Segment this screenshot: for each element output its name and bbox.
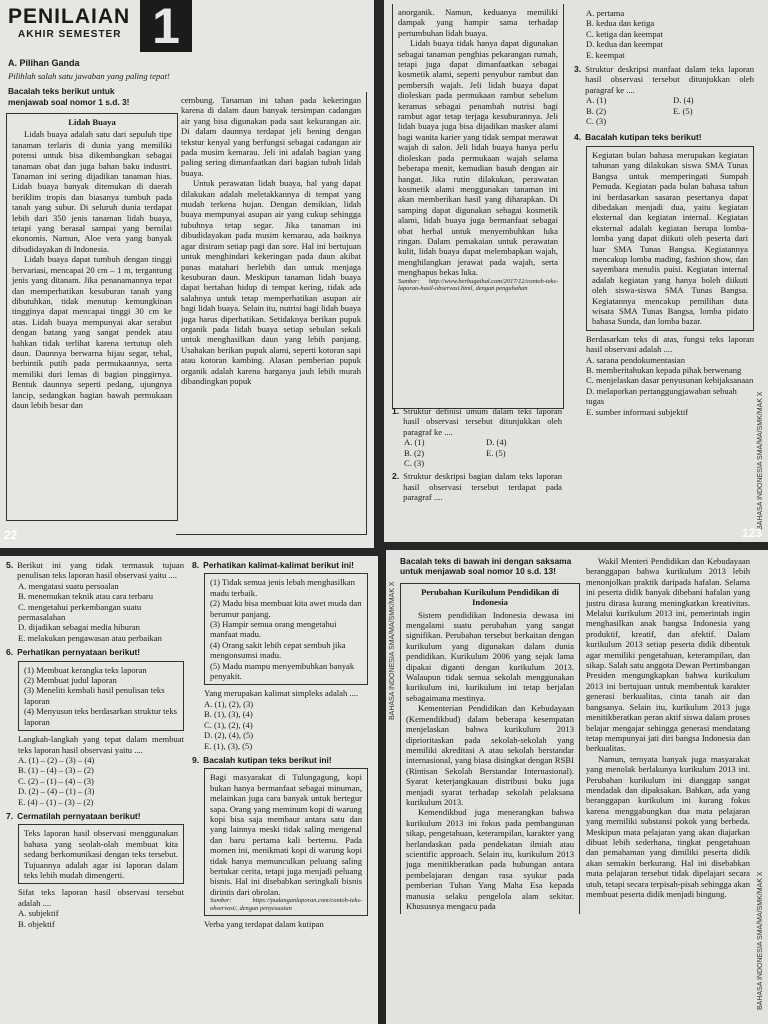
right-column: A. pertama B. kedua dan ketiga C. ketiga dan keempat D. kedua dan keempat E. keempat 3. Struktur deskripsi manfaat dalam teks laporan hasil observasi tersebut ditunjukkan oleh paragraf ke .... A. (1) D. (4) B. (2) E. (5) C. (3) 4. Bacalah kutipan teks berikut! Kegiatan bulan bahasa merupakan kegiatan tahunan yang dilakukan siswa SMA Tunas Bangsa untuk memperingati Sumpah Pemuda. Kegiatan pada bulan bahasa tahun ini berdasarkan sasaran pesertanya dapat dibedakan menjadi dua, yaitu kegiatan eksternal dan kegiatan internal. Kegiatan eksternal adalah kegiatan berupa lomba-lomba yang dapat diikuti oleh peserta dari luar SMA Tunas Bangsa. Kegiatannya mencakup lomba mading, fashion show, dan sayembara menulis puisi. Kegiatan internal adalah kegiatan yang hanya boleh diikuti oleh siswa-siswa SMA Tunas Bangsa. Kegiatannya mencakup pemilihan duta wisata SMA Tunas Bangsa, lomba pidato bahasa Sunda, dan lomba bazar. Berdasarkan teks di atas, fungsi teks laporan hasil observasi adalah .... A. sarana pendokumentasian B. memberitahukan kepada pihak berwenang C. menjelaskan dasar penyusunan kebijaksanaan D. melaporkan pertanggungjawaban sebuah tugas E. sumber informasi subjektif [574,8,754,417]
left-column [400,556,580,914]
q8-item: (4) Orang sakit lebih cepat sembuh jika mengonsumsi madu. [210,639,346,661]
question-2-text: Struktur deskripsi bagian dalam teks laporan hasil observasi tersebut terdapat pada paragraf .... [403,471,562,503]
q5-option[interactable]: B. menemukan teknik atau cara terbaru [18,591,154,602]
question-3-text: Struktur deskripsi manfaat dalam teks laporan hasil observasi tersebut ditunjukkan oleh paragraf ke .... [585,64,754,95]
read-instruction-2: untuk menjawab soal nomor 10 s.d. 13! [400,566,556,577]
q8-option[interactable]: D. (2), (4), (5) [204,730,254,741]
paragraph-4: Wakil Menteri Pendidikan dan Kebudayaan beranggapan bahwa kurikulum 2013 lebih menonjolkan praktik daripada hafalan. Selama ini peserta didik banyak dibebani hafalan yang justru dirasa kurang meningkatkan kreativitas. Melalui kurikulum 2013 ini, pemerintah ingin menghasilkan anak bangsa Indonesia yang produktif, kreatif, dan afektif. Dalam kurikulum 2013 setiap peserta didik dibentuk agar memiliki pengetahuan, keterampilan, dan sikap. Salah satu anggota Dewan Pertimbangan Presiden mengungkapkan bahwa kurikulum 2013 ini bertujuan untuk membentuk karakter generasi berkualitas, cinta tanah air dan bangsanya. Selain itu, kurikulum 2013 juga menitikberatkan peran aktif siswa dalam proses belajar mengajar sehingga generasi mendatang tetap mempunyai jati diri bangsa Indonesia dan berkualitas. [586,556,750,754]
q8-option[interactable]: C. (1), (2), (4) [204,719,253,730]
question-7-text: Sifat teks laporan hasil observasi tersebut adalah .... [18,887,184,908]
q2-option[interactable]: A. pertama [586,8,625,18]
question-9-heading: Bacalah kutipan teks berikut ini! [203,754,332,765]
question-1: 1. Struktur definisi umum dalam teks laporan hasil observasi tersebut ditunjukkan oleh paragraf ke .... A. (1) D. (4) B. (2) E. (5) C. (3) 2. Struktur deskripsi bagian dalam teks laporan hasil observasi tersebut terdapat pada paragraf .... [392,406,562,503]
page-bottom-left [0,556,378,1024]
source-note: Sumber: http://www.berbagaihal.com/2017/12/contoh-teks-laporan-hasil-observasi.html, dengan pengubahan [398,277,558,293]
question-6-text: Langkah-langkah yang tepat dalam membuat teks laporan hasil observasi yaitu .... [18,734,184,755]
q7-option[interactable]: A. subjektif [18,908,59,919]
q3-option[interactable]: A. (1) [586,95,607,106]
reading-box-cont [392,4,564,409]
q2-option[interactable]: D. kedua dan keempat [586,39,663,50]
q6-item: (4) Menyusun teks berdasarkan struktur teks laporan [24,706,177,727]
reading-box-left [400,583,580,915]
q3-option[interactable]: C. (3) [586,116,607,127]
question-7-box-text: Teks laporan hasil observasi menggunakan bahasa yang seolah-olah membuat kita sedang berkomunikasi dengan teks tersebut. Tujuannya adalah agar isi laporan dalam teks lebih mudah dimengerti. [24,828,178,880]
question-8-heading: Perhatikan kalimat-kalimat berikut ini! [203,560,354,570]
paragraph-2-cont: cembung. Tanaman ini tahan pada kekeringan karena di dalam daun banyak tersimpan cadangan air yang bisa digunakan pada saat kekurangan air. Di dalam daunnya terdapat jeli bening dengan tekstur kenyal yang berfungsi sebagai cadangan air pada musim kemarau. Jeli ini adalah bagian yang paling sering dimanfaatkan dari bagian tubuh lidah buaya. [181,95,361,178]
page-top-left [0,0,374,548]
question-9-box-text: Bagi masyarakat di Tulungagung, kopi bukan hanya bermanfaat sebagai minuman, melainkan juga cara banyak untuk bertegur sapa. Orang yang meminum kopi di warung kopi bisa saja membaur antara satu dan yang lainnya meski tidak saling mengenal dan baru pertama kali bertemu. Pada momen ini, menikmati kopi di warung kopi tidak hanya memunculkan peluang saling bertukar cerita, tetapi juga menjadi peluang bisnis. Hal ini disebabkan seringkali bisnis dirintis dari obrolan. [210,772,362,897]
q5-option[interactable]: A. mengatasi suatu persoalan [18,580,119,591]
q8-option[interactable]: E. (1), (3), (5) [204,740,253,751]
q8-item: (1) Tidak semua jenis lebah menghasilkan madu terbaik. [210,577,355,598]
q4-option[interactable]: D. melaporkan pertanggungjawaban sebuah tugas [586,385,737,407]
paragraph-5: Namun, ternyata banyak juga masyarakat yang menolak berlakunya kurikulum 2013 ini. Perubahan kurikulum ini dianggap sangat mendadak dan dipaksakan. Bahkan, ada yang beranggapan kurikulum ini kurang fokus karena menggabungkan dua mata pelajaran yang memiliki substansi pokok yang berbeda. Meskipun mata pelajaran yang akan diajarkan dibuat lebih sederhana, tingkat pengetahuan dan pemahaman yang dimiliki peserta didik akan semakin berkurang. Hal ini disebabkan mata pelajaran tersebut tidak dipelajari secara utuh, tetapi secara terpisah-pisah sehingga akan membuat peserta didik menjadi bingung. [586,753,750,899]
question-4-text: Berdasarkan teks di atas, fungsi teks laporan hasil observasi adalah .... [586,333,754,355]
q4-option[interactable]: E. sumber informasi subjektif [586,406,689,417]
q5-option[interactable]: E. melakukan pengawasan atau perbaikan [18,632,162,643]
q4-option[interactable]: A. sarana pendokumentasian [586,354,686,365]
header-subtitle: AKHIR SEMESTER [18,29,122,40]
question-9-text: Verba yang terdapat dalam kutipan [204,919,324,930]
q2-option[interactable]: E. keempat [586,49,625,60]
paragraph-4: Lidah buaya tidak hanya dapat digunakan sebagai tanaman penghias pekarangan rumah, tetapi juga dapat dimanfaatkan sebagai kosmetik alami, seperti penyubur rambut dan pembersih wajah. Jeli lidah buaya dapat dioleskan pada permukaan rambut sebelum keramas sebagai penambah nutrisi bagi rambut agar tetap terjaga kesuburannya. Jeli lidah buaya juga bisa dijadikan masker alami bagi wanita karier yang tidak sempat merawat wajah di salon. Jeli lidah buaya hanya perlu dioleskan pada permukaan wajah selama beberapa menit, kemudian basuh dengan air hangat. Jika rutin dilakukan, perawatan kosmetik alami menggunakan tanaman ini akan memberikan hasil yang diharapkan. Di samping dapat digunakan sebagai kosmetik alami, lidah buaya juga bermanfaat sebagai obat herbal untuk menyembuhkan luka ringan. Dalam pemakaian untuk perawatan kulit, lidah buaya dapat melembapkan wajah, menghilangkan jerawat pada wajah, serta menghapus bekas luka. [398,38,558,278]
q3-option[interactable]: B. (2) [586,105,607,116]
question-7-heading: Cermatilah pernyataan berikut! [17,810,141,821]
q6-option[interactable]: C. (2) – (1) – (4) – (3) [18,775,94,786]
section-heading: A. Pilihan Ganda [8,58,80,68]
paragraph-3-cont: anorganik. Namun, keduanya memiliki dampak yang hampir sama terhadap pertumbuhan lidah buaya. [398,7,558,38]
question-8-box [204,573,368,685]
page-number: 123 [741,526,762,540]
q4-option[interactable]: B. memberitahukan kepada pihak berwenang [586,365,742,375]
q2-option[interactable]: C. ketiga dan keempat [586,28,663,39]
q4-option[interactable]: C. menjelaskan dasar penyusunan kebijaksanaan [586,375,754,386]
reading-box-left [6,113,178,521]
question-9-source: Sumber: https://pudanganlaporan.com/contoh-teks-observasi/, dengan penyesuaian [210,897,362,912]
instruction: Pilihlah salah satu jawaban yang paling tepat! [8,71,170,81]
q8-item: (2) Madu bisa membuat kita awet muda dan berumur panjang. [210,598,362,619]
right-column: 8. Perhatikan kalimat-kalimat berikut ini! (1) Tidak semua jenis lebah menghasilkan madu terbaik. (2) Madu bisa membuat kita awet muda dan berumur panjang. (3) Hampir semua orang mengetahui manfaat madu. (4) Orang sakit lebih cepat sembuh jika mengonsumsi madu. (5) Madu mampu menyembuhkan banyak penyakit. Yang merupakan kalimat simpleks adalah .... A. (1), (2), (3) B. (1), (3), (4) C. (1), (2), (4) D. (2), (4), (5) E. (1), (3), (5) 9. Bacalah kutipan teks berikut ini! Bagi masyarakat di Tulungagung, kopi bukan hanya bermanfaat sebagai minuman, melainkan juga cara banyak untuk bertegur sapa. Orang yang meminum kopi di warung kopi bisa saja membaur antara satu dan yang lainnya meski tidak saling mengenal dan baru pertama kali bertemu. Pada momen ini, menikmati kopi di warung kopi tidak hanya memunculkan peluang saling bertukar cerita, tetapi juga menjadi peluang bisnis. Hal ini disebabkan seringkali bisnis dirintis dari obrolan. Sumber: https://pudanganlaporan.com/contoh-teks-observasi/, dengan penyesuaian Verba yang terdapat dalam kutipan [192,560,368,930]
question-4-heading: Bacalah kutipan teks berikut! [585,132,702,143]
read-instruction-1: Bacalah teks di bawah ini dengan saksama [400,556,572,566]
question-6-heading: Perhatikan pernyataan berikut! [17,647,141,658]
q1-option[interactable]: B. (2) [404,447,425,458]
page-bottom-right [386,550,768,1024]
page-number: 22 [4,528,18,542]
read-instruction-2: menjawab soal nomor 1 s.d. 3! [8,97,130,107]
question-7-box [18,824,184,884]
q8-item: (3) Hampir semua orang mengetahui manfaat madu. [210,619,337,640]
q8-item: (5) Madu mampu menyembuhkan banyak penyakit. [210,660,355,682]
question-5-text: Berikut ini yang tidak termasuk tujuan penulisan teks laporan hasil observasi yaitu .... [17,560,184,581]
q2-option[interactable]: B. kedua dan ketiga [586,18,655,29]
q6-option[interactable]: B. (1) – (4) – (3) – (2) [18,765,94,776]
question-8-text: Yang merupakan kalimat simpleks adalah .... [204,688,359,699]
q6-option[interactable]: A. (1) – (2) – (3) – (4) [18,754,95,765]
left-column: 5. Berikut ini yang tidak termasuk tujuan penulisan teks laporan hasil observasi yaitu .... A. mengatasi suatu persoalan B. menemukan teknik atau cara terbaru C. mengetahui perkembangan suatu permasalahan D. dijadikan sebagai media hiburan E. melakukan pengawasan atau perbaikan 6. Perhatikan pernyataan berikut! (1) Membuat kerangka teks laporan (2) Membuat judul laporan (3) Meneliti kembali hasil penulisan teks laporan (4) Menyusun teks berdasarkan struktur teks laporan Langkah-langkah yang tepat dalam membuat teks laporan hasil observasi yaitu .... A. (1) – (2) – (3) – (4) B. (1) – (4) – (3) – (2) C. (2) – (1) – (4) – (3) D. (2) – (4) – (1) – (3) E. (4) – (1) – (3) – (2) 7. Cermatilah pernyataan berikut! Teks laporan hasil observasi menggunakan bahasa yang seolah-olah membuat kita sedang berkomunikasi dengan teks tersebut. Tujuannya adalah agar isi laporan dalam teks lebih mudah dimengerti. Sifat teks laporan hasil observasi tersebut adalah .... A. subjektif B. objektif [6,560,184,929]
q6-option[interactable]: E. (4) – (1) – (3) – (2) [18,796,94,807]
chapter-number-badge: 1 [140,0,192,52]
q1-option[interactable]: C. (3) [404,458,425,469]
reading-title: Lidah Buaya [68,117,116,127]
question-1-text: Struktur definisi umum dalam teks laporan hasil observasi tersebut ditunjukkan oleh paragraf ke .... [403,406,562,437]
q8-option[interactable]: B. (1), (3), (4) [204,709,253,720]
question-6-box [18,661,184,731]
question-4-box [586,146,754,331]
right-column [586,556,750,899]
reading-box-right [176,92,367,535]
side-label: BAHASA INDONESIA SMA/MA/SMK/MAK X [756,871,764,1010]
q1-option[interactable]: A. (1) [404,437,425,448]
read-instruction-1: Bacalah teks berikut untuk [8,86,115,96]
question-9-box [204,768,368,916]
q5-option[interactable]: C. mengetahui perkembangan suatu permasalahan [18,601,142,623]
q6-item: (3) Meneliti kembali hasil penulisan teks laporan [24,685,165,706]
side-label: BAHASA INDONESIA SMA/MA/SMK/MAK X [389,581,396,720]
paragraph-2: Lidah buaya dapat tumbuh dengan tinggi bervariasi, mencapai 20 cm – 1 m, tergantung jenis yang ditanam. Jika penanamannya tepat dan memperhatikan kesuburan tanah yang dibutuhkan, tidak menutup kemungkinan tingginya dapat mencapai tinggi 30 cm ke atas. Lidah buaya mempunyai akar serabut dengan batang yang sangat pendek atau bahkan tidak terlihat karena tertutup oleh daun. Daunnya berwarna hijau segar, tebal, berbintik putih pada permukaannya, serta memiliki duri lemas di bagian pinggirnya. Bentuk daunnya seperti pedang, ujungnya lancip, sedangkan bagian bawah permukaan daun lebih besar dan [12,254,172,410]
q6-item: (1) Membuat kerangka teks laporan [24,664,147,675]
paragraph-1: Sistem pendidikan Indonesia dewasa ini mengalami suatu perubahan yang sangat signifikan. Perubahan tersebut berkaitan dengan kurikulum yang digunakan dalam dunia pendidikan. Kurikulum 2006 yang sejak lama dipakai diganti dengan kurikulum 2013. Walaupun tidak semua sekolah menggunakan kurikulum ini, kurikulum ini tetap berjalan sebagaimana mestinya. [406,609,574,703]
q3-option[interactable]: D. (4) [673,95,694,106]
q5-option[interactable]: D. dijadikan sebagai media hiburan [18,622,140,633]
q7-option[interactable]: B. objektif [18,918,55,929]
paragraph-3: Untuk perawatan lidah buaya, hal yang dapat dilakukan adalah meletakkannya di tempat yang mudah terkena hujan. Dengan demikian, lidah buaya mempunyai asupan air yang cukup sehingga tubuhnya tetap segar. Jika tanaman ini dibudidayakan pada musim kemarau, ada baiknya agar disiram setiap pagi dan sore. Hal ini bertujuan untuk menghindari kekeringan pada daun akibat panas matahari berlebih dan untuk menjaga kesuburan daun. Meskipun tanaman lidah buaya dapat bertahan hidup di tempat kering, tidak ada salahnya untuk tetap memperhatikan asupan air bagi lidah buaya. Selain itu, nutrisi bagi lidah buaya juga harus diperhatikan. Setidaknya berikan pupuk organik pada lidah buaya setiap sebulan sekali untuk menghasilkan daun yang lebih panjang. Usahakan berikan pupuk alami, seperti kotoran sapi atau kotoran kambing. Alasan pemberian pupuk organik adalah karena harganya jauh lebih murah dibandingkan pupuk [181,178,361,386]
reading-title: Perubahan Kurikulum Pendidikan di Indonesia [421,586,559,608]
question-4-box-text: Kegiatan bulan bahasa merupakan kegiatan tahunan yang dilakukan siswa SMA Tunas Bangsa untuk memperingati Sumpah Pemuda. Kegiatan pada bulan bahasa tahun ini berdasarkan sasaran pesertanya dapat dibedakan menjadi dua, yaitu kegiatan eksternal dan kegiatan internal. Kegiatan eksternal adalah kegiatan berupa lomba-lomba yang dapat diikuti oleh peserta dari luar SMA Tunas Bangsa. Kegiatannya mencakup lomba mading, fashion show, dan sayembara menulis puisi. Kegiatan internal adalah kegiatan yang hanya boleh diikuti oleh siswa-siswa SMA Tunas Bangsa. Kegiatannya mencakup pemilihan duta wisata SMA Tunas Bangsa, lomba pidato bahasa Sunda, dan lomba bazar. [592,149,748,327]
paragraph-3: Kemendikbud juga menerangkan bahwa kurikulum 2013 ini fokus pada pembangunan sikap, pengetahuan, keterampilan, karakter yang berlandaskan pada pendekatan ilmiah atau scientific approach. Selain itu, kurikulum 2013 juga menitikberatkan pada hubungan antara pembelajaran dengan rasa syukur pada pemberian Tuhan Yang Maha Esa kepada manusia selaku pengelola alam sekitar. Khususnya mengacu pada [406,807,574,911]
q1-option[interactable]: D. (4) [486,437,507,448]
side-label: BAHASA INDONESIA SMA/MA/SMK/MAK X [756,391,764,530]
header-title: PENILAIAN [8,5,131,28]
page-top-right [384,0,768,542]
paragraph-1: Lidah buaya adalah satu dari sepuluh tipe tanaman terlaris di dunia yang memiliki potensi untuk bisa dikembangkan sebagai tanaman obat dan juga bahan baku industri. Tanaman ini sering dijadikan tanaman hias. Lidah buaya banyak ditemukan di daerah beriklim tropis dan biasanya tumbuh pada tanah yang subur. Di seluruh dunia terdapat lebih dari 350 jenis tanaman lidah buaya, tetapi yang berasal sampai yang bernilai ekonomis. Namun, Aloe vera yang banyak dibudidayakan di Indonesia. [12,129,172,254]
q6-option[interactable]: D. (2) – (4) – (1) – (3) [18,786,95,797]
q3-option[interactable]: E. (5) [673,105,693,116]
q6-item: (2) Membuat judul laporan [24,675,117,686]
q1-option[interactable]: E. (5) [486,447,506,458]
paragraph-2: Kementerian Pendidikan dan Kebudayaan (Kemendikbud) dalam beberapa kesempatan menjelaskan bahwa kurikulum 2013 diprioritaskan pada sekolah-sekolah yang memiliki akreditasi A atau sekolah berstandar internasional, yang biasa disingkat dengan RSBI (Rintisan Sekolah Berstandar Internasional). Syarat keterjangkauan distribusi buku juga menjadi syarat terhadap sekolah pelaksana kurikulum 2013. [406,703,574,807]
q8-option[interactable]: A. (1), (2), (3) [204,698,254,709]
